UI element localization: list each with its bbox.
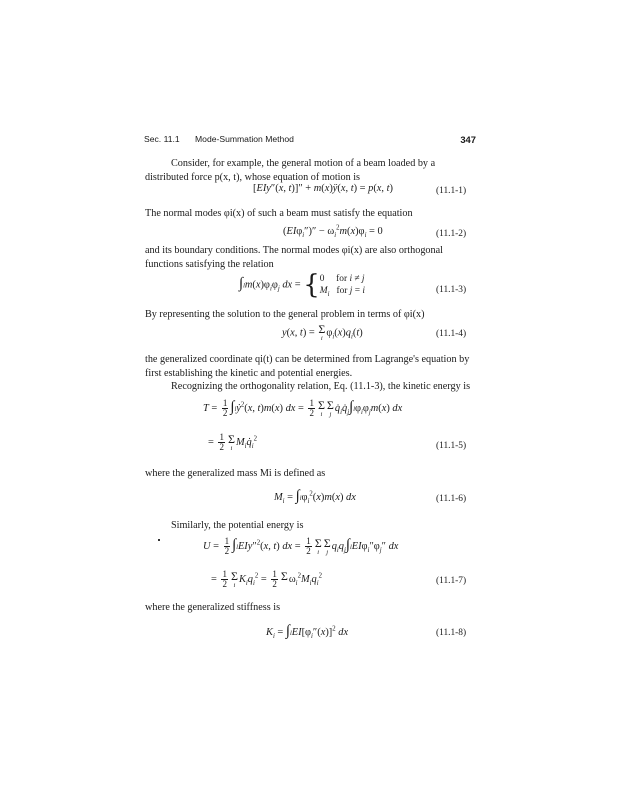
equation-11-1-1: [EIy″(x, t)]″ + m(x)ÿ(x, t) = p(x, t) bbox=[253, 183, 393, 194]
equation-11-1-7-line-1: U = $\frac{1}{2}$ ∫lEIy″$^2$(x, t) dx = $\frac{1}{2}$ Σ i Σ j $q_iq_j\int lEI\varphi_i''\varphi_j''$ dx bbox=[203, 535, 399, 557]
equation-11-1-5-line-1: T = $\frac{1}{2}$ ∫lẏ$^2$(x, t)m(x) dx = $\frac{1}{2}$ Σ i Σ j $q̇_iq̇_j\int l\varphi_i\varphi_jm(x)$ dx bbox=[203, 397, 403, 419]
equation-number-2: (11.1-2) bbox=[436, 229, 467, 239]
equation-number-8: (11.1-8) bbox=[436, 628, 467, 638]
running-header bbox=[144, 134, 476, 148]
equation-11-1-5-line-2: = $\frac{1}{2}$ Σ i $M_iq̇_i^2$ bbox=[208, 431, 257, 452]
paragraph-5: the generalized coordinate qi(t) can be determined from Lagrange's equation by first establishing the kinetic and potential energies. bbox=[145, 354, 470, 379]
equation-11-1-7-line-2: = $\frac{1}{2}$ Σ i $K_iq_i^2$ = $\frac{1}{2}$ Σ $\omega_i^2M_iq_i^2$ bbox=[211, 568, 323, 589]
paragraph-9: where the generalized stiffness is bbox=[145, 602, 281, 613]
equation-11-1-2: $(EI\varphi_i'')'' - \omega_i^2m(x)\varphi_i = 0$ bbox=[283, 224, 383, 240]
equation-11-1-8: $K_i = \int lEI[\varphi_i''(x)]^2$ dx bbox=[266, 623, 349, 641]
paragraph-2: The normal modes φi(x) of such a beam must satisfy the equation bbox=[145, 208, 413, 219]
equation-number-6: (11.1-6) bbox=[436, 494, 467, 504]
paragraph-4: By representing the solution to the general problem in terms of φi(x) bbox=[145, 309, 425, 320]
equation-11-1-6: $M_i = \int l\varphi_i^2(x)m(x)$ dx bbox=[274, 488, 356, 506]
paragraph-7: where the generalized mass Mi is defined as bbox=[145, 468, 326, 479]
equation-number-4: (11.1-4) bbox=[436, 329, 467, 339]
equation-11-1-3: $\int lm(x)\varphi_i\varphi_j$ dx = {0 for i ≠ j $M_i$ for j = i bbox=[239, 270, 365, 300]
equation-11-1-4: y(x, t) = Σ i $\varphi_i(x)q_i(t)$ bbox=[282, 322, 363, 342]
paragraph-1: Consider, for example, the general motion of a beam loaded by a distributed force p(x, t), whose equation of motion is bbox=[145, 158, 436, 183]
paragraph-6: Recognizing the orthogonality relation, Eq. (11.1-3), the kinetic energy is bbox=[171, 381, 471, 392]
paragraph-3: and its boundary conditions. The normal modes φi(x) are also orthogonal functions satisfying the relation bbox=[145, 245, 443, 270]
section-number: Sec. 11.1 bbox=[144, 134, 180, 144]
equation-number-7: (11.1-7) bbox=[436, 576, 467, 586]
equation-number-5: (11.1-5) bbox=[436, 441, 467, 451]
page-number: 347 bbox=[460, 134, 476, 145]
equation-number-3: (11.1-3) bbox=[436, 285, 467, 295]
paragraph-8: Similarly, the potential energy is bbox=[171, 520, 304, 531]
stray-ink-mark bbox=[158, 539, 160, 541]
section-title: Mode-Summation Method bbox=[195, 134, 294, 144]
equation-number-1: (11.1-1) bbox=[436, 186, 467, 196]
